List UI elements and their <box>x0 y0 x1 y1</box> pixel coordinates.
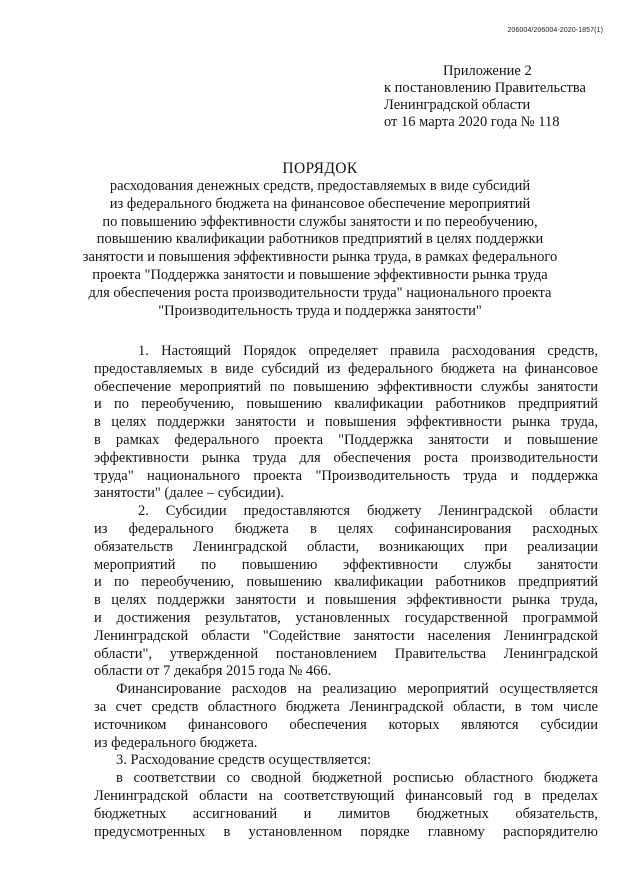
text-line: мероприятий по повышению эффективности службы занятости <box>94 556 598 573</box>
text-line: области", утвержденной постановлением Правительства Ленинградской <box>94 645 598 662</box>
text-line: бюджетных ассигнований и лимитов бюджетных обязательств, <box>94 805 598 822</box>
appendix-line: от 16 марта 2020 года № 118 <box>384 114 560 130</box>
text-line: и по переобучению, повышению квалификации работников предприятий <box>94 396 598 413</box>
text-line: области от 7 декабря 2015 года № 466. <box>94 663 332 680</box>
document-body <box>94 343 598 841</box>
document-title: ПОРЯДОК <box>282 160 358 177</box>
text-line: 2. Субсидии предоставляются бюджету Ленинградской области <box>138 503 598 520</box>
paragraph-2 <box>94 503 598 681</box>
text-line: Ленинградской области "Содействие занятости населения Ленинградской <box>94 627 598 644</box>
appendix-line: Ленинградской области <box>384 97 531 113</box>
paragraph-1 <box>94 343 598 503</box>
appendix-line: Приложение 2 <box>443 63 532 79</box>
paragraph-5 <box>94 770 598 841</box>
subtitle-line: проекта "Поддержка занятости и повышение эффективности рынка труда <box>92 266 548 283</box>
text-line: труда" национального проекта "Производительность труда и поддержка <box>94 467 598 484</box>
text-line: в соответствии со сводной бюджетной росписью областного бюджета <box>116 770 598 787</box>
document-id: 206004/206004-2020-1857(1) <box>507 27 603 34</box>
subtitle-line: повышению квалификации работников предприятий в целях поддержки <box>96 231 544 248</box>
text-line: в рамках федерального проекта "Поддержка занятости и повышение <box>94 431 598 448</box>
subtitle-line: из федерального бюджета на финансовое обеспечение мероприятий <box>109 195 531 212</box>
text-line: из федерального бюджета в целях софинансирования расходных <box>94 520 598 537</box>
text-line: за счет средств областного бюджета Ленинградской области, в том числе <box>94 698 598 715</box>
text-line: предоставляемых в виде субсидий из федерального бюджета на финансовое <box>94 360 598 377</box>
subtitle-line: занятости и повышения эффективности рынка труда, в рамках федерального <box>82 249 558 266</box>
text-line: источником финансового обеспечения которых являются субсидии <box>94 716 598 733</box>
text-line: в целях поддержки занятости и повышения эффективности рынка труда, <box>94 414 598 431</box>
text-line: и достижения результатов, установленных государственной программой <box>94 609 598 626</box>
subtitle-line: для обеспечения роста производительности труда" национального проекта <box>88 284 552 301</box>
text-line: 1. Настоящий Порядок определяет правила расходования средств, <box>138 343 598 359</box>
document-subtitle <box>80 178 560 320</box>
text-line: Финансирование расходов на реализацию мероприятий осуществляется <box>116 681 598 698</box>
text-line: занятости" (далее – субсидии). <box>94 485 285 502</box>
text-line: эффективности рынка труда для обеспечения роста производительности <box>94 449 598 466</box>
appendix-header <box>384 63 614 131</box>
paragraph-3 <box>94 681 598 752</box>
text-line: обязательств Ленинградской области, возникающих при реализации <box>94 538 598 555</box>
text-line: предусмотренных в установленном порядке главному распорядителю <box>94 823 598 840</box>
subtitle-line: по повышению эффективности службы занятости и по переобучению, <box>102 213 538 230</box>
text-line: в целях поддержки занятости и повышения эффективности рынка труда, <box>94 592 598 609</box>
text-line: обеспечение мероприятий по повышению эффективности службы занятости <box>94 378 598 395</box>
text-line: из федерального бюджета. <box>94 734 258 751</box>
appendix-line: к постановлению Правительства <box>384 80 586 96</box>
text-line: Ленинградской области на соответствующий финансовый год в пределах <box>94 787 598 804</box>
text-line: и по переобучению, повышению квалификации работников предприятий <box>94 574 598 591</box>
subtitle-line: расходования денежных средств, предоставляемых в виде субсидий <box>109 178 531 194</box>
paragraph-4 <box>94 752 598 770</box>
subtitle-line: "Производительность труда и поддержка занятости" <box>158 302 482 319</box>
text-line: 3. Расходование средств осуществляется: <box>116 752 372 769</box>
